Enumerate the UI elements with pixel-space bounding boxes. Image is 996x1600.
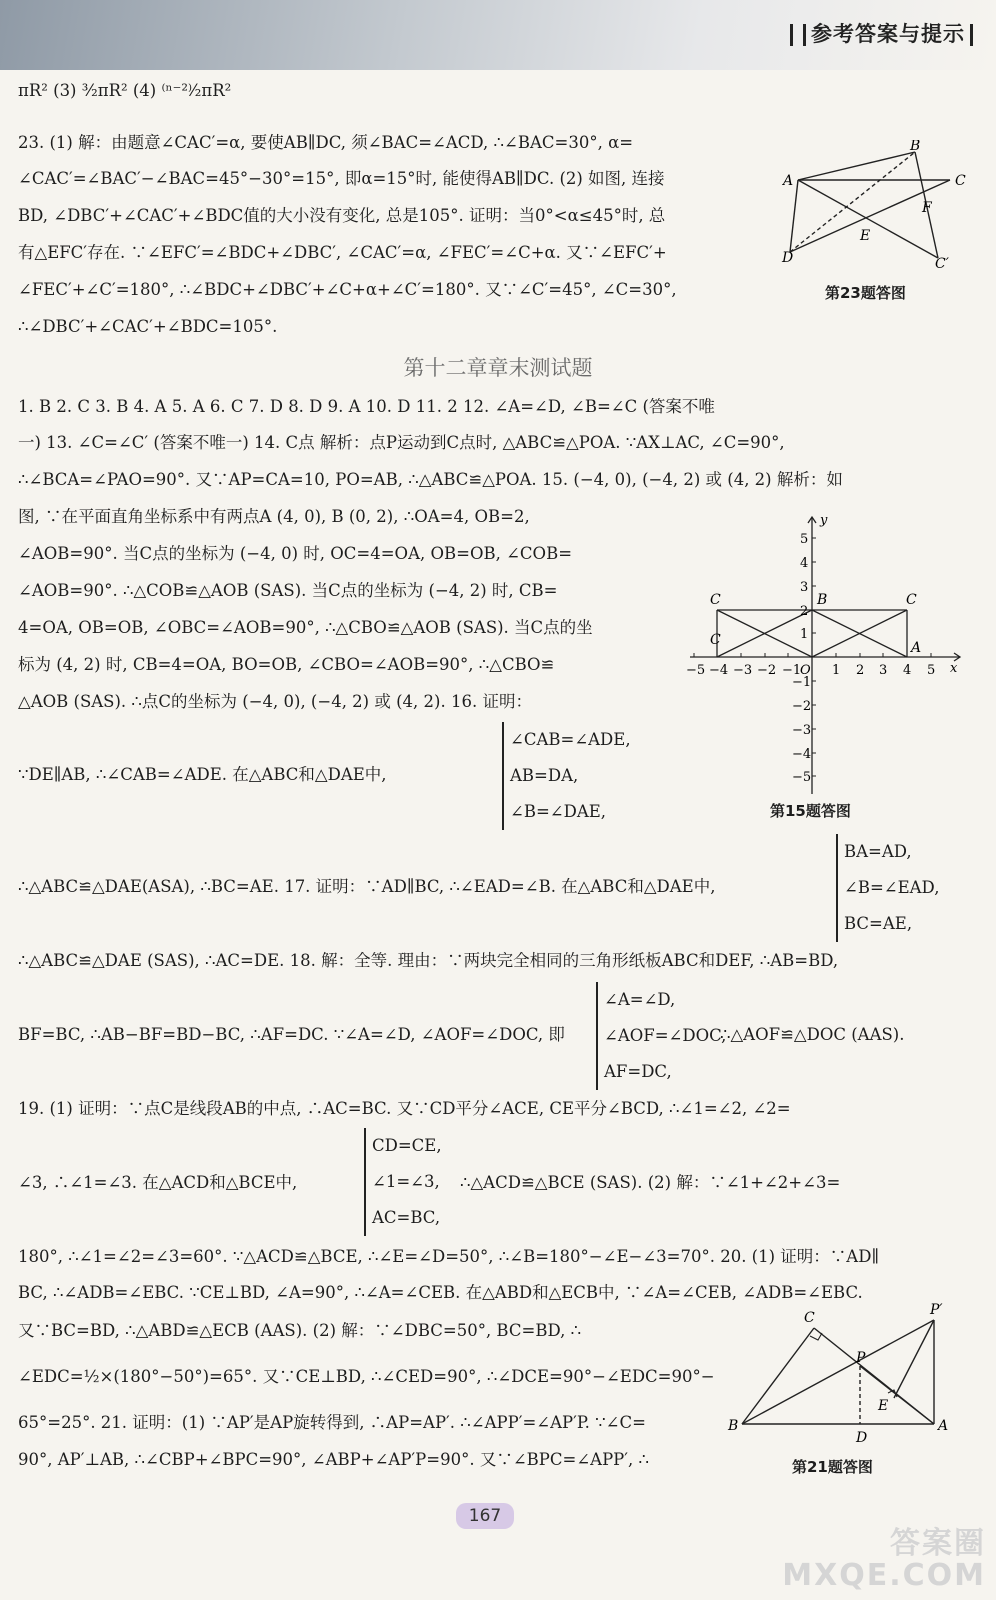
- fig21-label-b: B: [728, 1418, 739, 1434]
- fig23-label-f: F: [922, 200, 932, 216]
- x-tick-label: −1: [782, 663, 802, 678]
- text-line: ∴∠DBC′+∠CAC′+∠BDC=105°.: [18, 317, 278, 336]
- text-line: 180°, ∴∠1=∠2=∠3=60°. ∵△ACD≌△BCE, ∴∠E=∠D=50°, ∴∠B=180°−∠E−∠3=70°. 20. (1) 证明：∵AD∥: [18, 1247, 880, 1266]
- fig23-label-e: E: [860, 228, 871, 244]
- point-label-c: C: [710, 592, 721, 608]
- x-tick-label: 2: [856, 663, 865, 678]
- text-line: ∴△ACD≌△BCE (SAS). (2) 解：∵∠1+∠2+∠3=: [460, 1173, 841, 1192]
- figure-15: [680, 512, 970, 802]
- y-tick-label: −2: [792, 699, 812, 714]
- text-line: BC, ∴∠ADB=∠EBC. ∵CE⊥BD, ∠A=90°, ∴∠A=∠CEB. 在△ABD和△ECB中, ∵∠A=∠CEB, ∠ADB=∠EBC.: [18, 1283, 863, 1302]
- x-tick-label: −5: [686, 663, 706, 678]
- x-tick-label: 3: [879, 663, 888, 678]
- header-title: 参考答案与提示: [785, 18, 978, 48]
- text-line: ∵DE∥AB, ∴∠CAB=∠ADE. 在△ABC和△DAE中,: [18, 765, 387, 784]
- brace-16: ∠CAB=∠ADE, AB=DA, ∠B=∠DAE,: [502, 722, 631, 830]
- x-tick-label: −3: [733, 663, 753, 678]
- text-line: ∴∠BCA=∠PAO=90°. 又∵AP=CA=10, PO=AB, ∴△ABC≌△POA. 15. (−4, 0), (−4, 2) 或 (4, 2) 解析：如: [18, 470, 843, 489]
- figure-21: [722, 1300, 962, 1450]
- text-line: 65°=25°. 21. 证明：(1) ∵AP′是AP旋转得到, ∴AP=AP′. ∴∠APP′=∠AP′P. ∵∠C=: [18, 1413, 646, 1432]
- y-tick-label: −5: [792, 770, 812, 785]
- brace-17: BA=AD, ∠B=∠EAD, BC=AE,: [836, 834, 939, 942]
- text-line: 1. B 2. C 3. B 4. A 5. A 6. C 7. D 8. D 9. A 10. D 11. 2 12. ∠A=∠D, ∠B=∠C (答案不唯: [18, 397, 715, 416]
- fig21-label-e: E: [878, 1398, 889, 1414]
- text-line: 图, ∵在平面直角坐标系中有两点A (4, 0), B (0, 2), ∴OA=4, OB=2,: [18, 507, 530, 526]
- text-line: 又∵BC=BD, ∴△ABD≌△ECB (AAS). (2) 解：∵∠DBC=50°, BC=BD, ∴: [18, 1321, 582, 1340]
- figure-15-caption: 第15题答图: [770, 802, 851, 820]
- point-label-c: C: [906, 592, 917, 608]
- text-line: 一) 13. ∠C=∠C′ (答案不唯一) 14. C点 解析：点P运动到C点时, △ABC≌△POA. ∵AX⊥AC, ∠C=90°,: [18, 433, 785, 452]
- text-line: 19. (1) 证明：∵点C是线段AB的中点, ∴AC=BC. 又∵CD平分∠ACE, CE平分∠BCD, ∴∠1=∠2, ∠2=: [18, 1099, 791, 1118]
- point-label-c: C: [710, 632, 721, 648]
- text-line: ∴△ABC≌△DAE(ASA), ∴BC=AE. 17. 证明：∵AD∥BC, ∴∠EAD=∠B. 在△ABC和△DAE中,: [18, 877, 716, 896]
- text-line: ∠AOB=90°. 当C点的坐标为 (−4, 0) 时, OC=4=OA, OB=OB, ∠COB=: [18, 544, 573, 563]
- y-tick-label: −4: [792, 747, 812, 762]
- text-line: △AOB (SAS). ∴点C的坐标为 (−4, 0), (−4, 2) 或 (4, 2). 16. 证明：: [18, 692, 532, 711]
- axis-origin-label: O: [800, 663, 811, 678]
- fig23-label-c-prime: C′: [935, 256, 949, 270]
- page-number: 167: [456, 1503, 514, 1529]
- fig23-label-c: C: [955, 173, 966, 189]
- watermark: 答案圈 MXQE.COM: [782, 1526, 986, 1593]
- text-line: πR² (3) ³⁄₂πR² (4) ⁽ⁿ⁻²⁾⁄₂πR²: [18, 81, 232, 100]
- text-line: 有△EFC′存在. ∵∠EFC′=∠BDC+∠DBC′, ∠CAC′=α, ∠FEC′=∠C+α. 又∵∠EFC′+: [18, 243, 667, 262]
- x-tick-label: 1: [832, 663, 841, 678]
- figure-23-caption: 第23题答图: [825, 284, 906, 302]
- fig21-label-a: A: [938, 1418, 949, 1434]
- x-tick-label: 5: [927, 663, 936, 678]
- x-tick-label: −2: [757, 663, 777, 678]
- y-tick-label: 5: [800, 532, 809, 547]
- y-tick-label: 3: [800, 580, 809, 595]
- text-line: 90°, AP′⊥AB, ∴∠CBP+∠BPC=90°, ∠ABP+∠AP′P=90°. 又∵∠BPC=∠APP′, ∴: [18, 1450, 650, 1469]
- fig21-label-p-prime: P′: [930, 1302, 943, 1318]
- text-line: 标为 (4, 2) 时, CB=4=OA, BO=OB, ∠CBO=∠AOB=90°, ∴△CBO≌: [18, 655, 555, 674]
- figure-21-caption: 第21题答图: [792, 1458, 873, 1476]
- text-line: BD, ∠DBC′+∠CAC′+∠BDC值的大小没有变化, 总是105°. 证明：当0°<α≤45°时, 总: [18, 206, 666, 225]
- fig21-label-p: P: [856, 1350, 866, 1366]
- fig23-label-d: D: [782, 250, 794, 266]
- fig21-label-c: C: [804, 1310, 815, 1326]
- figure-23: [780, 140, 980, 270]
- text-line: ∴△AOF≌△DOC (AAS).: [720, 1025, 905, 1044]
- text-line: ∠CAC′=∠BAC′−∠BAC=45°−30°=15°, 即α=15°时, 能使得AB∥DC. (2) 如图, 连接: [18, 169, 665, 188]
- point-label-b: B: [817, 592, 828, 608]
- fig23-label-b: B: [910, 140, 921, 154]
- brace-19: CD=CE, ∠1=∠3, AC=BC,: [364, 1128, 442, 1236]
- text-line: ∠3, ∴∠1=∠3. 在△ACD和△BCE中,: [18, 1173, 298, 1192]
- y-tick-label: 2: [800, 604, 809, 619]
- y-tick-label: −1: [792, 675, 812, 690]
- point-label-a: A: [911, 640, 922, 656]
- text-line: BF=BC, ∴AB−BF=BD−BC, ∴AF=DC. ∵∠A=∠D, ∠AOF=∠DOC, 即: [18, 1025, 565, 1044]
- text-line: 23. (1) 解：由题意∠CAC′=α, 要使AB∥DC, 须∠BAC=∠ACD, ∴∠BAC=30°, α=: [18, 133, 634, 152]
- text-line: ∠FEC′+∠C′=180°, ∴∠BDC+∠DBC′+∠C+α+∠C′=180°. 又∵∠C′=45°, ∠C=30°,: [18, 280, 677, 299]
- text-line: ∠AOB=90°. ∴△COB≌△AOB (SAS). 当C点的坐标为 (−4, 2) 时, CB=: [18, 581, 558, 600]
- y-tick-label: −3: [792, 723, 812, 738]
- text-line: 4=OA, OB=OB, ∠OBC=∠AOB=90°, ∴△CBO≌△AOB (SAS). 当C点的坐: [18, 618, 593, 637]
- section-title: 第十二章章末测试题: [403, 356, 593, 380]
- y-tick-label: 4: [800, 556, 809, 571]
- fig23-label-a: A: [783, 173, 794, 189]
- text-line: ∴△ABC≌△DAE (SAS), ∴AC=DE. 18. 解：全等. 理由：∵两块完全相同的三角形纸板ABC和DEF, ∴AB=BD,: [18, 951, 839, 970]
- text-line: ∠EDC=½×(180°−50°)=65°. 又∵CE⊥BD, ∴∠CED=90°, ∴∠DCE=90°−∠EDC=90°−: [18, 1367, 715, 1386]
- axis-y-label: y: [820, 513, 828, 528]
- x-tick-label: 4: [903, 663, 912, 678]
- x-tick-label: −4: [709, 663, 729, 678]
- axis-x-label: x: [950, 661, 958, 676]
- y-tick-label: 1: [800, 627, 809, 642]
- fig21-label-d: D: [856, 1430, 868, 1446]
- brace-18: ∠A=∠D, ∠AOF=∠DOC, AF=DC,: [596, 982, 726, 1090]
